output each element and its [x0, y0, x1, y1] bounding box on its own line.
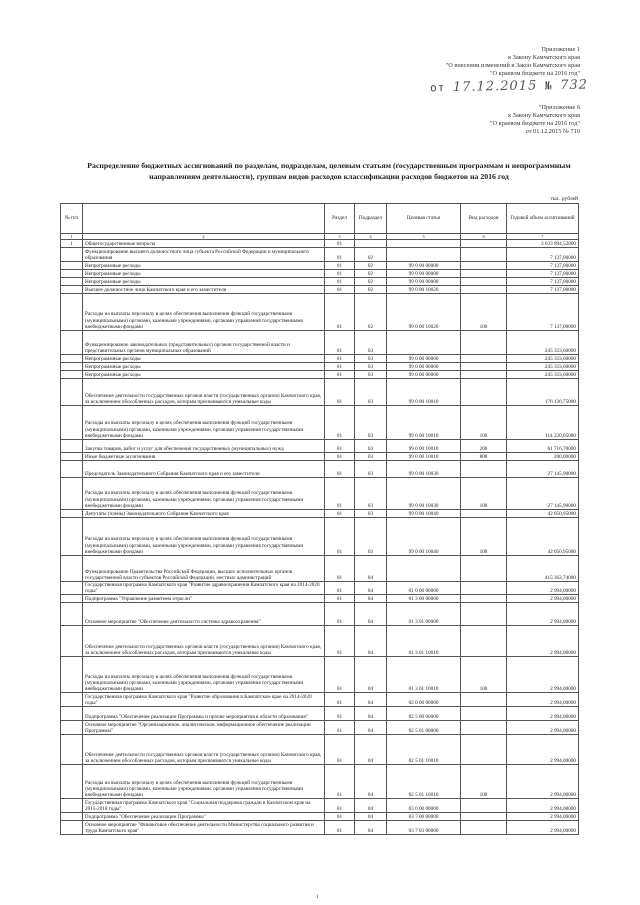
cell-n: [61, 453, 83, 461]
cell-n: [61, 603, 83, 626]
cell-name: Расходы на выплаты персоналу в целях обеспечения выполнения функций государственными (муниципальными) органами, казенными учреждениями, органами управления государственными внебюджетными фондами: [83, 657, 325, 693]
cell-sum: 7 137,00000: [507, 248, 579, 262]
cell-sum: 7 137,00000: [507, 286, 579, 294]
cell-vr: 100: [461, 765, 507, 799]
cell-cs: [387, 556, 461, 582]
cell-vr: [461, 379, 507, 406]
cell-vr: [461, 626, 507, 657]
cell-cs: 01 0 00 00000: [387, 582, 461, 595]
col-header-number: № п/п: [61, 204, 83, 234]
table-row: [61, 603, 579, 626]
cell-name: Государственная программа Камчатского края "Развитие образования в Камчатском крае на 2014-2020 годы": [83, 693, 325, 707]
cell-n: [61, 286, 83, 294]
col-number: 3: [325, 234, 355, 240]
cell-vr: 100: [461, 657, 507, 693]
cell-name: Обеспечение деятельности государственных органов власти (государственных органов) Камчатского края, за исключением обособленных расходов, которым присваиваются уникальные коды: [83, 735, 325, 765]
cell-sub: 03: [355, 461, 387, 478]
cell-n: [61, 363, 83, 371]
cell-sum: 2 994,00000: [507, 582, 579, 595]
table-header-row: [61, 204, 579, 234]
cell-vr: [461, 461, 507, 478]
cell-sub: 03: [355, 478, 387, 510]
cell-name: Основное мероприятие "Обеспечение деятельности системы здравоохранения": [83, 603, 325, 626]
cell-sec: 01: [325, 461, 355, 478]
cell-name: Непрограммные расходы: [83, 355, 325, 363]
header-line: "Приложение 6: [538, 104, 580, 111]
cell-vr: [461, 278, 507, 286]
cell-sec: 01: [325, 286, 355, 294]
cell-sum: 2 994,00000: [507, 813, 579, 821]
cell-cs: 03 7 03 00000: [387, 821, 461, 835]
cell-sub: 04: [355, 693, 387, 707]
table-row: [61, 262, 579, 270]
cell-name: Расходы на выплаты персоналу в целях обеспечения выполнения функций государственными (муниципальными) органами, казенными учреждениями, органами управления государственными внебюджетными фондами: [83, 478, 325, 510]
cell-sec: 01: [325, 735, 355, 765]
cell-sec: 01: [325, 355, 355, 363]
cell-sec: 01: [325, 813, 355, 821]
cell-cs: [387, 240, 461, 248]
cell-sum: 7 137,00000: [507, 278, 579, 286]
cell-sub: 04: [355, 813, 387, 821]
cell-name: Общегосударственные вопросы: [83, 240, 325, 248]
cell-n: [61, 379, 83, 406]
col-header-name: [83, 204, 325, 234]
header-line: от 01.12.2015 № 710: [525, 128, 580, 135]
cell-vr: [461, 262, 507, 270]
cell-cs: 01 3 01 10010: [387, 626, 461, 657]
cell-name: Государственная программа Камчатского края "Социальная поддержка граждан в Камчатском крае на 2015-2018 годы": [83, 799, 325, 813]
cell-cs: 99 0 00 10020: [387, 286, 461, 294]
cell-name: Государственная программа Камчатского края "Развитие здравоохранения Камчатского края на 2014-2020 годы": [83, 582, 325, 595]
cell-sum: 7 137,00000: [507, 294, 579, 331]
cell-n: [61, 406, 83, 440]
cell-sum: 415 362,74000: [507, 556, 579, 582]
appendix-header-top: [446, 46, 580, 78]
table-row: [61, 595, 579, 603]
cell-sub: 02: [355, 294, 387, 331]
cell-sec: 01: [325, 262, 355, 270]
cell-sec: 01: [325, 799, 355, 813]
cell-sub: 02: [355, 270, 387, 278]
cell-cs: 01 3 01 00000: [387, 603, 461, 626]
cell-vr: [461, 248, 507, 262]
cell-sec: 01: [325, 331, 355, 355]
table-row: [61, 556, 579, 582]
cell-vr: [461, 363, 507, 371]
table-row: [61, 478, 579, 510]
cell-sub: 03: [355, 363, 387, 371]
cell-vr: [461, 721, 507, 735]
cell-sec: 01: [325, 510, 355, 518]
cell-vr: [461, 371, 507, 379]
cell-sum: 2 994,00000: [507, 721, 579, 735]
table-row: [61, 657, 579, 693]
cell-sub: 03: [355, 453, 387, 461]
cell-n: [61, 294, 83, 331]
stamp-number: 732: [560, 77, 589, 94]
cell-sub: 04: [355, 657, 387, 693]
cell-sec: 01: [325, 556, 355, 582]
cell-name: Расходы на выплаты персоналу в целях обеспечения выполнения функций государственными (муниципальными) органами, казенными учреждениями, органами управления государственными внебюджетными фондами: [83, 518, 325, 556]
cell-n: [61, 657, 83, 693]
stamp-prefix: от: [429, 81, 446, 95]
cell-sub: 03: [355, 440, 387, 453]
table-row: [61, 248, 579, 262]
cell-sec: 01: [325, 363, 355, 371]
cell-sec: 01: [325, 582, 355, 595]
cell-n: [61, 510, 83, 518]
cell-cs: 99 0 00 10020: [387, 294, 461, 331]
cell-name: Депутаты (члены) Законодательного Собрания Камчатского края: [83, 510, 325, 518]
page-number: 1: [316, 895, 319, 900]
cell-sec: 01: [325, 478, 355, 510]
col-number: 1: [61, 234, 83, 240]
cell-cs: 03 7 00 00000: [387, 813, 461, 821]
cell-name: Основное мероприятие "Организационное, аналитическое, информационное обеспечение реализации Программы": [83, 721, 325, 735]
cell-vr: [461, 240, 507, 248]
cell-vr: [461, 582, 507, 595]
cell-n: [61, 735, 83, 765]
table-row: [61, 582, 579, 595]
col-number: 2: [83, 234, 325, 240]
table-row: [61, 721, 579, 735]
cell-sec: 01: [325, 278, 355, 286]
cell-sum: 2 994,00000: [507, 799, 579, 813]
cell-name: Обеспечение деятельности государственных органов власти (государственных органов) Камчатского края, за исключением обособленных расходов, которым присваиваются уникальные коды: [83, 626, 325, 657]
cell-sum: 27 145,90000: [507, 461, 579, 478]
cell-sum: 245 333,60000: [507, 331, 579, 355]
cell-vr: [461, 735, 507, 765]
col-number: 4: [355, 234, 387, 240]
table-row: [61, 278, 579, 286]
cell-cs: 99 0 00 00000: [387, 278, 461, 286]
cell-cs: 02 5 01 00000: [387, 721, 461, 735]
cell-n: [61, 626, 83, 657]
cell-vr: 100: [461, 406, 507, 440]
cell-sec: 01: [325, 379, 355, 406]
cell-cs: 99 0 00 10030: [387, 478, 461, 510]
cell-sub: 03: [355, 510, 387, 518]
cell-name: Расходы на выплаты персоналу в целях обеспечения выполнения функций государственными (муниципальными) органами, казенными учреждениями, органами управления государственными внебюджетными фондами: [83, 294, 325, 331]
cell-sub: 02: [355, 262, 387, 270]
cell-vr: [461, 707, 507, 721]
cell-n: [61, 765, 83, 799]
cell-sum: 245 333,60000: [507, 355, 579, 363]
cell-cs: 01 3 00 00000: [387, 595, 461, 603]
cell-n: [61, 270, 83, 278]
cell-vr: [461, 693, 507, 707]
cell-vr: 800: [461, 453, 507, 461]
cell-sub: 04: [355, 821, 387, 835]
cell-sec: 01: [325, 657, 355, 693]
cell-n: 1: [61, 240, 83, 248]
cell-vr: 100: [461, 294, 507, 331]
table-row: [61, 799, 579, 813]
cell-sum: 2 994,00000: [507, 603, 579, 626]
cell-n: [61, 248, 83, 262]
cell-sec: 01: [325, 603, 355, 626]
cell-sum: 2 994,00000: [507, 657, 579, 693]
cell-cs: [387, 248, 461, 262]
cell-name: Непрограммные расходы: [83, 278, 325, 286]
cell-vr: [461, 556, 507, 582]
cell-cs: 99 0 00 10040: [387, 518, 461, 556]
cell-name: Председатель Законодательного Собрания Камчатского края и его заместители: [83, 461, 325, 478]
table-row: [61, 626, 579, 657]
cell-n: [61, 721, 83, 735]
cell-cs: 01 3 01 10010: [387, 657, 461, 693]
table-row: [61, 693, 579, 707]
cell-sum: 61 716,70000: [507, 440, 579, 453]
table-row: [61, 331, 579, 355]
cell-cs: 99 0 00 00000: [387, 363, 461, 371]
cell-n: [61, 707, 83, 721]
table-row: [61, 518, 579, 556]
cell-sub: 03: [355, 355, 387, 363]
cell-name: Функционирование высшего должностного лица субъекта Российской Федерации и муниципального образования: [83, 248, 325, 262]
cell-vr: 200: [461, 440, 507, 453]
cell-n: [61, 693, 83, 707]
cell-sum: 2 994,00000: [507, 707, 579, 721]
header-line: к Закону Камчатского края: [508, 112, 580, 119]
document-title: Распределение бюджетных ассигнований по разделам, подразделам, целевым статьям (государственным программам и непрограммным направлениям деятельности), группам видов расходов классификации расходов бюджетов на 2016 год: [87, 161, 571, 181]
cell-sub: 02: [355, 286, 387, 294]
cell-sub: 04: [355, 603, 387, 626]
col-number: 6: [461, 234, 507, 240]
cell-n: [61, 478, 83, 510]
cell-sec: 01: [325, 240, 355, 248]
stamp-date: 17.12.2015: [452, 78, 538, 95]
cell-cs: 02 5 01 10010: [387, 765, 461, 799]
cell-n: [61, 278, 83, 286]
cell-n: [61, 821, 83, 835]
cell-sum: 176 136,75000: [507, 379, 579, 406]
stamp-number-sign: №: [544, 79, 553, 93]
cell-cs: 99 0 00 10030: [387, 461, 461, 478]
header-line: "О краевом бюджете на 2016 год": [489, 120, 580, 127]
cell-sec: 01: [325, 453, 355, 461]
cell-vr: [461, 355, 507, 363]
col-header-expense-type: Вид расходов: [461, 204, 507, 234]
cell-name: Расходы на выплаты персоналу в целях обеспечения выполнения функций государственными (муниципальными) органами, казенными учреждениями, органами управления государственными внебюджетными фондами: [83, 406, 325, 440]
cell-vr: [461, 799, 507, 813]
cell-sub: 04: [355, 721, 387, 735]
table-row: [61, 294, 579, 331]
cell-sum: 200,00000: [507, 453, 579, 461]
cell-name: Подпрограмма "Управление развитием отрасли": [83, 595, 325, 603]
header-line: "О внесении изменений в Закон Камчатского края: [445, 62, 580, 69]
cell-vr: [461, 813, 507, 821]
table-row: [61, 270, 579, 278]
cell-vr: 100: [461, 478, 507, 510]
table-row: [61, 461, 579, 478]
cell-n: [61, 518, 83, 556]
cell-name: Подпрограмма "Обеспечение реализации Программы": [83, 813, 325, 821]
table-row: [61, 286, 579, 294]
cell-cs: 99 0 00 00000: [387, 262, 461, 270]
cell-name: Расходы на выплаты персоналу в целях обеспечения выполнения функций государственными (муниципальными) органами, казенными учреждениями, органами управления государственными внебюджетными фондами: [83, 765, 325, 799]
cell-sum: 2 994,00000: [507, 693, 579, 707]
cell-sec: 01: [325, 595, 355, 603]
cell-vr: [461, 331, 507, 355]
cell-sec: 01: [325, 721, 355, 735]
cell-sum: 245 333,60000: [507, 363, 579, 371]
cell-sec: 01: [325, 248, 355, 262]
cell-cs: 02 5 00 00000: [387, 707, 461, 721]
cell-sum: 245 333,60000: [507, 371, 579, 379]
cell-name: Закупка товаров, работ и услуг для обеспечения государственных (муниципальных) нужд: [83, 440, 325, 453]
cell-sub: 04: [355, 626, 387, 657]
cell-name: Непрограммные расходы: [83, 270, 325, 278]
cell-sum: 7 137,00000: [507, 270, 579, 278]
cell-vr: 100: [461, 518, 507, 556]
cell-n: [61, 556, 83, 582]
table-row: [61, 406, 579, 440]
cell-cs: 99 0 00 10010: [387, 440, 461, 453]
cell-cs: 02 5 01 10010: [387, 735, 461, 765]
table-row: [61, 371, 579, 379]
cell-sec: 01: [325, 294, 355, 331]
cell-n: [61, 595, 83, 603]
cell-sub: 04: [355, 582, 387, 595]
cell-n: [61, 262, 83, 270]
table-row: [61, 765, 579, 799]
cell-sec: 01: [325, 626, 355, 657]
cell-sub: 02: [355, 248, 387, 262]
cell-cs: [387, 331, 461, 355]
cell-sec: 01: [325, 821, 355, 835]
cell-sec: 01: [325, 406, 355, 440]
table-row: [61, 821, 579, 835]
cell-n: [61, 582, 83, 595]
cell-name: Функционирование законодательных (представительных) органов государственной власти и представительных органов муниципальных образований: [83, 331, 325, 355]
header-line: Приложение 1: [541, 46, 580, 53]
cell-sec: 01: [325, 270, 355, 278]
cell-name: Подпрограмма "Обеспечение реализации Программы и прочие мероприятия в области образования": [83, 707, 325, 721]
cell-vr: [461, 595, 507, 603]
cell-sub: [355, 240, 387, 248]
cell-name: Функционирование Правительства Российской Федерации, высших исполнительных органов государственной власти субъектов Российской Федерации, местных администраций: [83, 556, 325, 582]
cell-n: [61, 355, 83, 363]
date-stamp: [430, 78, 588, 96]
cell-sum: 114 220,05000: [507, 406, 579, 440]
cell-sum: 7 137,00000: [507, 262, 579, 270]
cell-sub: 03: [355, 379, 387, 406]
cell-cs: 99 0 00 00000: [387, 371, 461, 379]
table-row: [61, 707, 579, 721]
cell-sub: 02: [355, 278, 387, 286]
cell-vr: [461, 821, 507, 835]
cell-cs: 99 0 00 10010: [387, 379, 461, 406]
cell-cs: 02 0 00 00000: [387, 693, 461, 707]
table-row: [61, 355, 579, 363]
cell-sec: 01: [325, 371, 355, 379]
table-body: [61, 240, 579, 835]
cell-name: Непрограммные расходы: [83, 363, 325, 371]
cell-cs: 99 0 00 10010: [387, 406, 461, 440]
cell-name: Иные бюджетные ассигнования: [83, 453, 325, 461]
cell-n: [61, 331, 83, 355]
cell-cs: 99 0 00 00000: [387, 270, 461, 278]
cell-sec: 01: [325, 440, 355, 453]
cell-name: Непрограммные расходы: [83, 262, 325, 270]
appendix-header-bottom: [490, 104, 580, 136]
cell-vr: [461, 510, 507, 518]
table-row: [61, 363, 579, 371]
cell-sub: 04: [355, 735, 387, 765]
cell-cs: 03 0 00 00000: [387, 799, 461, 813]
cell-sub: 03: [355, 371, 387, 379]
cell-n: [61, 799, 83, 813]
cell-sub: 03: [355, 406, 387, 440]
header-line: "О краевом бюджете на 2016 год": [489, 70, 580, 77]
cell-name: Высшее должностное лицо Камчатского края и его заместители: [83, 286, 325, 294]
cell-sub: 04: [355, 556, 387, 582]
table-row: [61, 453, 579, 461]
cell-sub: 04: [355, 595, 387, 603]
cell-sub: 03: [355, 331, 387, 355]
cell-cs: 99 0 00 00000: [387, 355, 461, 363]
cell-n: [61, 813, 83, 821]
cell-sec: 01: [325, 765, 355, 799]
table-row: [61, 813, 579, 821]
cell-vr: [461, 286, 507, 294]
cell-sec: 01: [325, 707, 355, 721]
cell-vr: [461, 270, 507, 278]
cell-sub: 03: [355, 518, 387, 556]
cell-sum: 42 050,95000: [507, 518, 579, 556]
table-row: [61, 379, 579, 406]
col-header-target-article: Целевая статья: [387, 204, 461, 234]
table-row: [61, 440, 579, 453]
cell-n: [61, 461, 83, 478]
table-row: [61, 735, 579, 765]
cell-name: Непрограммные расходы: [83, 371, 325, 379]
cell-sum: 2 994,00000: [507, 821, 579, 835]
cell-sum: 2 994,00000: [507, 735, 579, 765]
cell-sec: 01: [325, 518, 355, 556]
cell-cs: 99 0 00 10040: [387, 510, 461, 518]
cell-n: [61, 371, 83, 379]
table-row: [61, 240, 579, 248]
units-label: тыс. рублей: [550, 196, 578, 202]
col-header-annual-amount: Годовой объем ассигнований: [507, 204, 579, 234]
cell-sum: 2 994,00000: [507, 765, 579, 799]
cell-cs: 99 0 00 10010: [387, 453, 461, 461]
cell-sum: 2 994,00000: [507, 595, 579, 603]
header-line: к Закону Камчатского края: [508, 54, 580, 61]
cell-vr: [461, 603, 507, 626]
col-header-section: Раздел: [325, 204, 355, 234]
table-row: [61, 510, 579, 518]
cell-sum: 2 994,00000: [507, 626, 579, 657]
cell-name: Обеспечение деятельности государственных органов власти (государственных органов) Камчатского края, за исключением обособленных расходов, которым присваиваются уникальные коды: [83, 379, 325, 406]
budget-table: [60, 203, 579, 835]
col-number: 5: [387, 234, 461, 240]
cell-sub: 04: [355, 799, 387, 813]
col-number: 7: [507, 234, 579, 240]
cell-sum: 27 145,90000: [507, 478, 579, 510]
cell-sub: 04: [355, 707, 387, 721]
cell-sum: 3 033 894,52800: [507, 240, 579, 248]
cell-n: [61, 440, 83, 453]
cell-sum: 42 050,95000: [507, 510, 579, 518]
col-header-subsection: Подраздел: [355, 204, 387, 234]
cell-name: Основное мероприятие "Финансовое обеспечение деятельности Министерства социального развития и труда Камчатского края": [83, 821, 325, 835]
cell-sub: 04: [355, 765, 387, 799]
cell-sec: 01: [325, 693, 355, 707]
